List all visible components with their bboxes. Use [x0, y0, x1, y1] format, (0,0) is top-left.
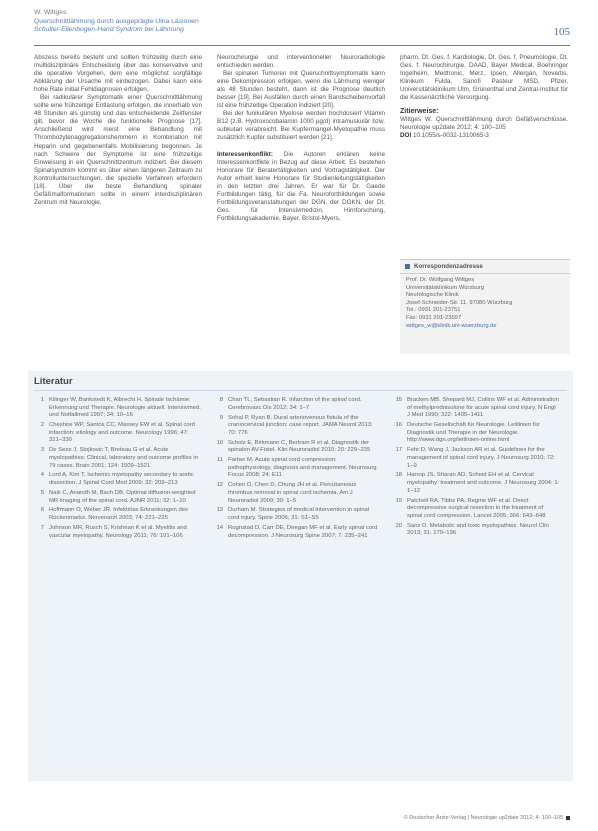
reference-number: 11 — [216, 457, 223, 464]
reference-item — [32, 507, 202, 522]
body-column-2 — [217, 54, 385, 223]
reference-column-1 — [32, 397, 202, 542]
paragraph: pharm, Dt. Ges. f. Kardiologie, Dt. Ges. f. Pneumologie, Dt. Ges. f. Neurochirurgie, DAAD, Bayer Medical, Boehringer Ingelheim, Medtronic, Merz, Ipsen, Allergan, Novartis, Klinikum Fulda, Sanofi Pasteur MSD, Pfizer, Universitätsklinikum Ulm, Grünenthal und Zentral-Institut für die Kassenärztliche Versorgung. — [400, 54, 568, 102]
literature-section — [28, 371, 573, 781]
reference-number: 17 — [395, 447, 402, 454]
paragraph: Bei radikulärer Symptomatik einer Querschnittlähmung sollte eine frühzeitige Entlastung erfolgen, die innerhalb von 48 Stunden als günstig und das entscheidende Zeitfenster gilt, bevor die Woche die funktionelle Prognose [17]. Anschließend wird meist eine Behandlung mit Thrombozytenaggregationshemmern in Kombination mit Heparin und gegebenenfalls Mobilisierung begonnen. Je nach Schwere der Symptome ist eine frühzeitige Einweisung in ein Querschnittzentrum indiziert. Bei diesem Spinalsyndrom kommt es über einen längeren Zeitraum zu Kontrolluntersuchungen, die spezielle Verfahren erfordern [18]. Über die beste Behandlung spinaler Gefäßmalformationen sollte in einem interdisziplinären Zentrum mit Neurologie, — [34, 94, 202, 206]
reference-text: Cohen D, Chen D, Chung JH et al. Percutaneous thrombus removal in spinal cord ischemia. Am J Neuroradiol 2009; 30: 1–5 — [228, 482, 357, 504]
reference-item — [211, 440, 381, 455]
square-bullet-icon — [405, 264, 410, 269]
article-body — [34, 54, 570, 359]
reference-number: 7 — [40, 524, 44, 531]
reference-item — [211, 457, 381, 480]
body-column-1 — [34, 54, 202, 207]
reference-item — [390, 523, 560, 538]
literature-title: Literatur — [34, 376, 73, 387]
reference-item — [390, 397, 560, 420]
header-author: W. Wittges — [34, 9, 67, 16]
interest-title: Interessenkonflikt: — [217, 150, 273, 158]
correspondence-header — [400, 260, 570, 274]
reference-text: De Seze J, Stojkovic T, Breteau G et al. Acute myelopathies: Clinical, laboratory and outcome profiles in 79 cases. Brain 2001; 124: 1509–1521 — [49, 447, 198, 469]
page-number: 105 — [553, 26, 570, 38]
page-footer — [404, 815, 570, 821]
reference-number: 1 — [40, 397, 44, 403]
reference-number: 13 — [216, 507, 223, 514]
reference-item — [32, 472, 202, 487]
correspondence-line: Prof. Dr. Wolfgang Wittges — [406, 277, 475, 283]
reference-text: Harrop JS, Sharan AD, Scheid EH et al. Cervical myelopathy: treatment and outcome. J Neurosurg 2004; 1: 1–12 — [407, 472, 560, 494]
running-header — [34, 9, 570, 35]
reference-number: 6 — [40, 507, 44, 514]
correspondence-line: Fax: 0931 201-23697 — [406, 314, 462, 321]
reference-item — [211, 525, 381, 540]
reference-text: Sohal P, Ryan B. Dural arteriovenous fistula of the craniocervical junction: case report. JAMA Neurol 2013; 70: 776 — [228, 414, 373, 436]
reference-column-2 — [211, 397, 381, 542]
correspondence-email-link[interactable]: wittges_w@klinik.uni-wuerzburg.de — [406, 322, 497, 329]
reference-number: 19 — [395, 497, 402, 504]
reference-item — [211, 507, 381, 522]
reference-number: 15 — [395, 397, 402, 403]
reference-item — [32, 525, 202, 540]
square-bullet-icon — [566, 816, 570, 820]
reference-text: Naik C, Anandh M, Bach DB. Optimal diffusion-weighted MR imaging of the spinal cord. AJNR 2011; 32: 1–10 — [49, 489, 196, 504]
interest-text: Die Autoren erklären keine Interessenkonflikte in Bezug auf diese Arbeit. Es bestehen Honorare für Beratertätigkeiten und Vortragstätigkeit. Der Autor erhielt keine Honorare für Studienleitungstätigkeiten in den letzten drei Jahren. Er war für Dr. Gaede Fortbildungen tätig, für die Fa. Neurofortbildungen sowie Fortbildungsveranstaltungen der DGN, der DGKN, der Dt. Ges. für Intensivmedizin, Hirnforschung, Fortbildungsakademie, Bayer, Bristol-Myers, — [217, 150, 385, 222]
correspondence-line: Universitätsklinikum Würzburg — [406, 284, 484, 291]
doi-value: 10.1055/s-0032-1310065-3 — [412, 132, 489, 140]
correspondence-body — [400, 274, 570, 333]
reference-item — [390, 447, 560, 470]
reference-text: Fehr D, Wang J, Jackson AR et al. Guidelines for the management of spinal cord injury. J Neurosurg 2010; 72: 1–9 — [407, 447, 555, 469]
reference-item — [211, 397, 381, 412]
correspondence-title: Korrespondenzadresse — [414, 263, 483, 270]
reference-number: 14 — [216, 524, 223, 531]
paragraph: Bei der funikulären Myelose werden hochdosiert Vitamin B12 (z.B. Hydroxocobalamin 1000 µg/d) intramuskulär bzw. subkutan verabreicht. Bei Kupfermangel-Myelopathie muss zusätzlich Kupfer substituiert werden [21]. — [217, 110, 385, 142]
reference-item — [32, 490, 202, 505]
reference-number: 12 — [216, 482, 223, 489]
reference-item — [390, 422, 560, 445]
reference-text: Rognstad D, Carr DE, Deegan MF et al. Early spinal cord decompression. J Neurosurg Spine 2007; 7: 235–241 — [228, 524, 378, 539]
reference-item — [390, 498, 560, 521]
header-subtitle: Schulter-Ellenbogen-Hand Syndrom bei Lähmung — [34, 26, 184, 34]
reference-text: Sanz D. Metabolic and toxic myelopathies. Neurol Clin 2013; 31: 179–196 — [407, 522, 549, 537]
footer-text: © Deutscher Ärzte-Verlag | Neurologie up2date 2012; 4: 100–105 — [403, 815, 563, 821]
reference-number: 3 — [40, 447, 44, 454]
correspondence-line: Tel.: 0931 201-23751 — [406, 307, 461, 314]
reference-number: 4 — [40, 472, 44, 479]
reference-item — [211, 482, 381, 505]
reference-number: 18 — [395, 472, 402, 479]
doi-label: DOI — [400, 132, 412, 140]
reference-number: 20 — [395, 522, 402, 529]
reference-item — [390, 472, 560, 495]
reference-item — [32, 447, 202, 470]
reference-number: 10 — [216, 439, 223, 446]
reference-item — [32, 397, 202, 420]
reference-item — [32, 422, 202, 445]
header-divider — [34, 45, 570, 46]
reference-text: Bracken MB, Shepard MJ, Collins WF et al. Administration of methylprednisolone for acute spinal cord injury. N Engl J Med 1990; 322: 1405–1411 — [407, 397, 559, 419]
citation-text: Wittges W. Querschnittlähmung durch Gefäßverschlüsse. Neurologie up2date 2012; 4: 100–105 — [400, 116, 568, 132]
reference-text: Farber M. Acute spinal cord compression: pathophysiology, diagnosis and management. Neurosurg Focus 2008; 24: E11 — [228, 457, 377, 479]
reference-number: 9 — [219, 414, 223, 421]
literature-divider — [34, 390, 567, 391]
reference-text: Patchell RA, Tibbs PA, Regine WF et al. Direct decompressive surgical resection in the treatment of spinal cord compression. Lancet 2005; 366: 643–648 — [407, 497, 546, 519]
reference-text: Deutsche Gesellschaft für Neurologie. Leitlinien für Diagnostik und Therapie in der Neurologie. http://www.dgn.org/leitlinien-online.html — [407, 422, 540, 444]
reference-column-3 — [390, 397, 560, 540]
correspondence-line: Neurologische Klinik — [406, 292, 459, 299]
paragraph: Abszess bereits besteht und sollten frühzeitig durch eine multidisziplinäre Entscheidung über das konservative und die operative Vorgehen, dem eine möglichst sorgfältige Abklärung der Ursache mit einbezogen. Dabei kann eine hohe Rate initial Fehldiagnosen erfolgen. — [34, 54, 202, 94]
reference-text: Hoffmann O, Weber JR. Infektiöse Erkrankungen des Rückenmarks. Nervenarzt 2003; 74: 221–225 — [49, 507, 188, 522]
paragraph: Neurochirurgie und interventioneller Neuroradiologie entschieden werden. — [217, 54, 385, 70]
body-column-3 — [400, 54, 568, 140]
reference-text: Lord A, Kim T. Ischemic myelopathy secondary to aortic dissection. J Spinal Cord Med 2009; 32: 209–213 — [49, 472, 194, 487]
reference-number: 2 — [40, 422, 44, 429]
reference-text: Chan TL, Sebastian R. Infarction of the spinal cord. Cerebrovasc Dis 2012; 34: 1–7 — [228, 397, 362, 411]
interest-paragraph — [217, 151, 385, 223]
reference-text: Johnson MR, Rusch S, Krishnan K et al. Myelitis and vascular myelopathy. Neurology 2011; 76: 101–106 — [49, 524, 187, 539]
reference-number: 16 — [395, 422, 402, 429]
reference-text: Cheshire WP, Santos CC, Massey EW et al. Spinal cord infarction: etiology and outcome. Neurology 1996; 47: 321–330 — [49, 422, 195, 444]
citation-title: Zitierweise: — [400, 108, 439, 116]
correspondence-line: Josef-Schneider-Str. 11, 97080 Würzburg — [406, 299, 513, 306]
paragraph: Bei spinalen Tumoren mit Querschnittsymptomatik kann eine Dekompression erfolgen, wenn die Lähmung weniger als 48 Stunden besteht, dann ist die Prognose deutlich besser [19]. Bei Ausfällen durch einen Bandscheibenvorfall ist eine frühzeitige Operation indiziert [20]. — [217, 70, 385, 110]
reference-item — [211, 415, 381, 438]
header-title: Querschnittlähmung durch ausgeprägte Ulna Läsionen — [34, 17, 199, 25]
reference-number: 8 — [219, 397, 223, 403]
reference-text: Kilinger W, Bankstedt K, Albrecht H. Spinale Ischämie: Erkennung und Therapie. Neurologie aktuell. Intensivmed. und Notfallmed 1997; 34: 10–16 — [49, 397, 201, 419]
correspondence-box — [400, 259, 570, 354]
doi-line — [400, 132, 568, 140]
reference-text: Scholz E, Birkmann C, Bertram R et al. Diagnostik der spinalen AV-Fistel. Klin Neuroradiol 2010; 20: 229–235 — [228, 439, 371, 454]
reference-number: 5 — [40, 489, 44, 496]
reference-text: Durham M. Strategies of medical intervention in spinal cord injury. Spine 2006; 31: S1–S5 — [228, 507, 370, 522]
